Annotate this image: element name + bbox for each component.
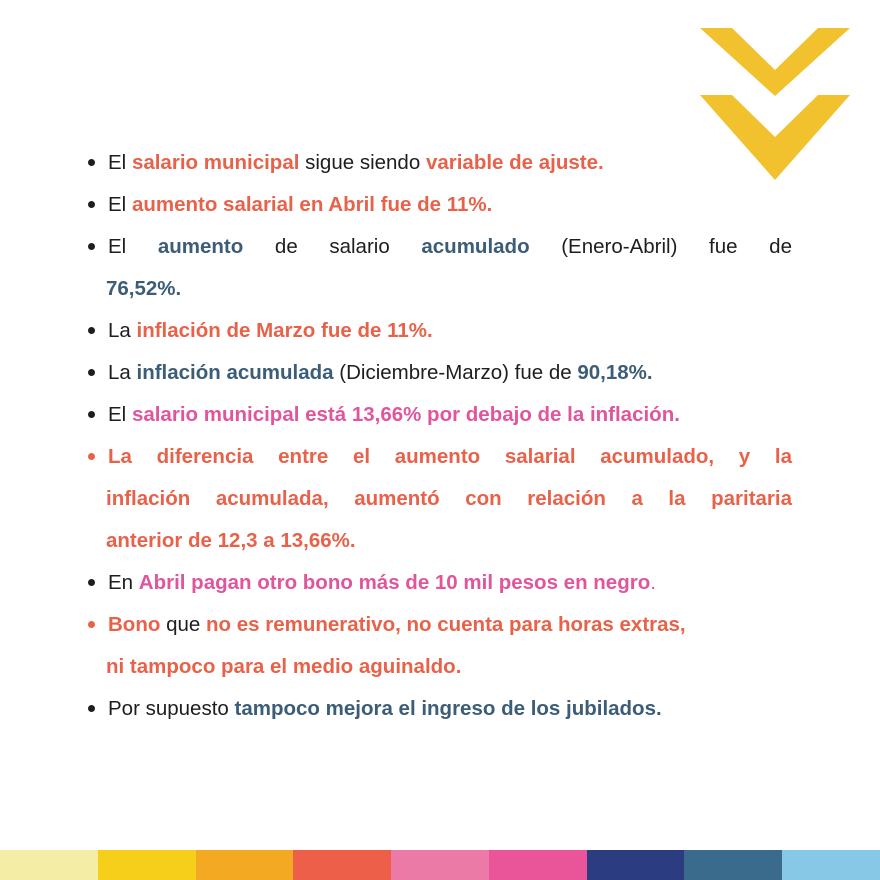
highlight: La diferencia entre el aumento salarial acumulado, y la <box>108 445 792 468</box>
color-stripe-bar <box>0 850 880 880</box>
text: El <box>108 193 132 216</box>
highlight: inflación acumulada <box>136 361 334 384</box>
text: (Enero-Abril) fue de <box>529 235 792 258</box>
stripe <box>98 850 196 880</box>
bullet-dot <box>88 369 95 376</box>
text: El <box>108 151 132 174</box>
highlight: aumento salarial en Abril fue de 11%. <box>131 193 493 216</box>
text: Por supuesto <box>108 697 235 720</box>
text: La <box>108 361 137 384</box>
highlight: Abril pagan otro bono más de 10 mil pesos en negro <box>138 571 651 594</box>
highlight: inflación de Marzo fue de 11%. <box>136 319 433 342</box>
stripe <box>293 850 391 880</box>
list-item <box>86 562 792 604</box>
text: (Diciembre-Marzo) fue de <box>333 361 578 384</box>
bullet-dot <box>88 327 95 334</box>
highlight: no es remunerativo, no cuenta para horas extras, <box>205 613 686 636</box>
highlight: ni tampoco para el medio aguinaldo. <box>106 655 462 678</box>
bullet-dot <box>88 159 95 166</box>
bullet-dot <box>88 579 95 586</box>
bullet-dot <box>88 453 95 460</box>
bullet-dot <box>88 705 95 712</box>
list-item <box>86 352 792 394</box>
stripe <box>684 850 782 880</box>
text: El <box>108 403 132 426</box>
list-item <box>86 226 792 310</box>
list-item <box>86 142 792 184</box>
bullet-dot <box>88 243 95 250</box>
list-item <box>86 310 792 352</box>
stripe <box>196 850 294 880</box>
highlight: acumulado <box>421 235 530 258</box>
bullet-list <box>86 142 792 730</box>
list-item <box>86 436 792 562</box>
highlight: tampoco mejora el ingreso de los jubilados. <box>234 697 662 720</box>
highlight: 76,52%. <box>106 277 182 300</box>
stripe <box>587 850 685 880</box>
stripe <box>0 850 98 880</box>
list-item <box>86 604 792 688</box>
stripe <box>391 850 489 880</box>
highlight: Bono <box>108 613 161 636</box>
list-item <box>86 688 792 730</box>
highlight: salario municipal está 13,66% por debajo de la inflación. <box>131 403 680 426</box>
text: . <box>650 571 656 594</box>
bullet-dot <box>88 201 95 208</box>
text: En <box>108 571 139 594</box>
highlight: salario municipal <box>131 151 300 174</box>
highlight: inflación acumulada, aumentó con relación a la paritaria <box>106 487 792 510</box>
list-item <box>86 184 792 226</box>
text: de salario <box>243 235 422 258</box>
text: El <box>108 235 158 258</box>
text: La <box>108 319 137 342</box>
highlight: aumento <box>157 235 244 258</box>
highlight: 90,18%. <box>577 361 653 384</box>
text: que <box>160 613 206 636</box>
highlight: anterior de 12,3 a 13,66%. <box>106 529 356 552</box>
list-item <box>86 394 792 436</box>
highlight: variable de ajuste. <box>425 151 604 174</box>
bullet-dot <box>88 621 95 628</box>
text: sigue siendo <box>299 151 426 174</box>
stripe <box>489 850 587 880</box>
bullet-dot <box>88 411 95 418</box>
stripe <box>782 850 880 880</box>
